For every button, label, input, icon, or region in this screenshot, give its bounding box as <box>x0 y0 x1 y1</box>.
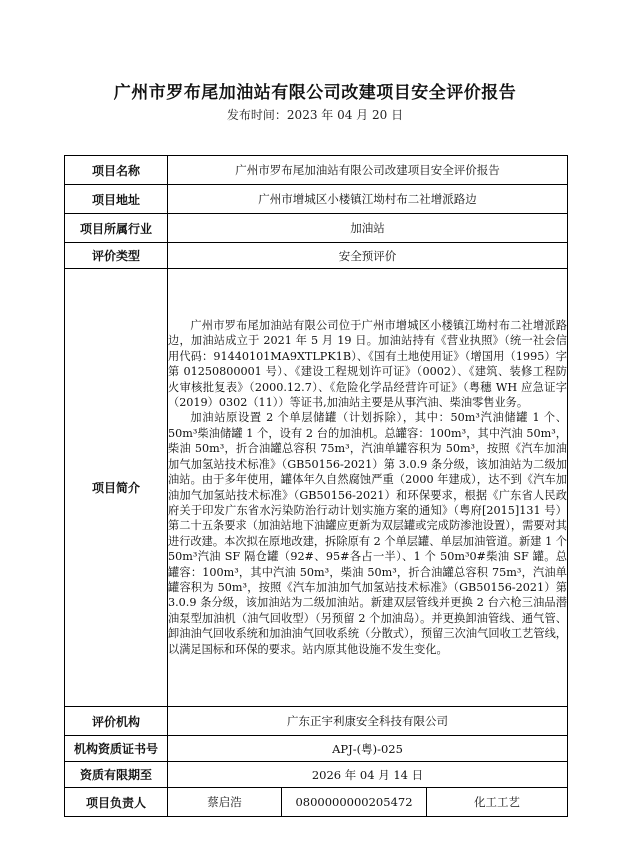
lead-name: 蔡启浩 <box>168 788 282 817</box>
row-validity <box>65 762 568 788</box>
summary-text <box>168 269 568 707</box>
project-name-label: 项目名称 <box>65 156 168 185</box>
cert-label: 机构资质证书号 <box>65 736 168 762</box>
lead-specialty: 化工工艺 <box>427 788 568 817</box>
row-lead <box>65 788 568 817</box>
evaluation-type-value: 安全预评价 <box>168 243 568 269</box>
project-address-label: 项目地址 <box>65 185 168 214</box>
publish-date: 发布时间：2023 年 04 月 20 日 <box>226 108 404 122</box>
summary-label: 项目简介 <box>65 269 168 707</box>
cert-value: APJ-(粤)-025 <box>168 736 568 762</box>
report-title: 广州市罗布尾加油站有限公司改建项目安全评价报告 <box>113 83 517 103</box>
evaluation-type-label: 评价类型 <box>65 243 168 269</box>
row-cert <box>65 736 568 762</box>
lead-cert-number: 0800000000205472 <box>282 788 427 817</box>
org-value: 广东正宇利康安全科技有限公司 <box>168 707 568 736</box>
project-info-table <box>64 155 568 817</box>
summary-paragraph: 加油站原设置 2 个单层储罐（计划拆除），其中：50m³汽油储罐 1 个、50m³柴油储罐 1 个，设有 2 台的加油机。总罐容：100m³，其中汽油 50m³，柴油 50m³，折合油罐总容积 75m³，汽油单罐容积为 50m³，按照《汽车加油加气加氢站技术标准》（GB50156-2021）第 3.0.9 条分级，该加油站为二级加油站。由于多年使用，罐体年久自然腐蚀严重（2000 年建成），达不到《汽车加油加气加氢站技术标准》（GB50156-2021）和环保要求，根据《广东省人民政府关于印发广东省水污染防治行动计划实施方案的通知》（粤府[2015]131 号）第二十五条要求（加油站地下油罐应更新为双层罐或完成防渗池设置），需要对其进行改建。本次拟在原地改建，拆除原有 2 个单层罐、单层加油管道。新建 1 个 50m³汽油 SF 隔仓罐（92#、95#各占一半）、1 个 50m³0#柴油 SF 罐。总罐容：100m³，其中汽油 50m³，柴油 50m³，折合油罐总容积 75m³，汽油单罐容积为 50m³，按照《汽车加油加气加氢站技术标准》（GB50156-2021）第 3.0.9 条分级，该加油站为二级加油站。新建双层管线并更换 2 台六枪三油品潜油泵型加油机（油气回收型）（另预留 2 个加油岛）。并更换卸油管线、通气管、卸油油气回收系统和加油油气回收系统（分散式），预留三次油气回收工艺管线，以满足国标和环保的要求。站内原其他设施不发生变化。 <box>168 411 567 656</box>
industry-value: 加油站 <box>168 214 568 243</box>
org-label: 评价机构 <box>65 707 168 736</box>
validity-value: 2026 年 04 月 14 日 <box>168 762 568 788</box>
row-org <box>65 707 568 736</box>
industry-label: 项目所属行业 <box>65 214 168 243</box>
project-address-value: 广州市增城区小楼镇江坳村布二社增派路边 <box>168 185 568 214</box>
project-name-value: 广州市罗布尾加油站有限公司改建项目安全评价报告 <box>168 156 568 185</box>
row-industry <box>65 214 568 243</box>
summary-paragraph: 广州市罗布尾加油站有限公司位于广州市增城区小楼镇江坳村布二社增派路边，加油站成立于 2021 年 5 月 19 日。加油站持有《营业执照》（统一社会信用代码：91440101MA9XTLPK1B）、《国有土地使用证》（增国用（1995）字第 01250800001 号）、《建设工程规划许可证》（0002）、《建筑、装修工程防火审核批复表》（2000.12.7）、《危险化学品经营许可证》（粤穗 WH 应急证字（2019）0302（11））等证书,加油站主要是从事汽油、柴油零售业务。 <box>168 319 567 410</box>
lead-label: 项目负责人 <box>65 788 168 817</box>
row-summary <box>65 269 568 707</box>
validity-label: 资质有限期至 <box>65 762 168 788</box>
row-project-address <box>65 185 568 214</box>
row-evaluation-type <box>65 243 568 269</box>
row-project-name <box>65 156 568 185</box>
